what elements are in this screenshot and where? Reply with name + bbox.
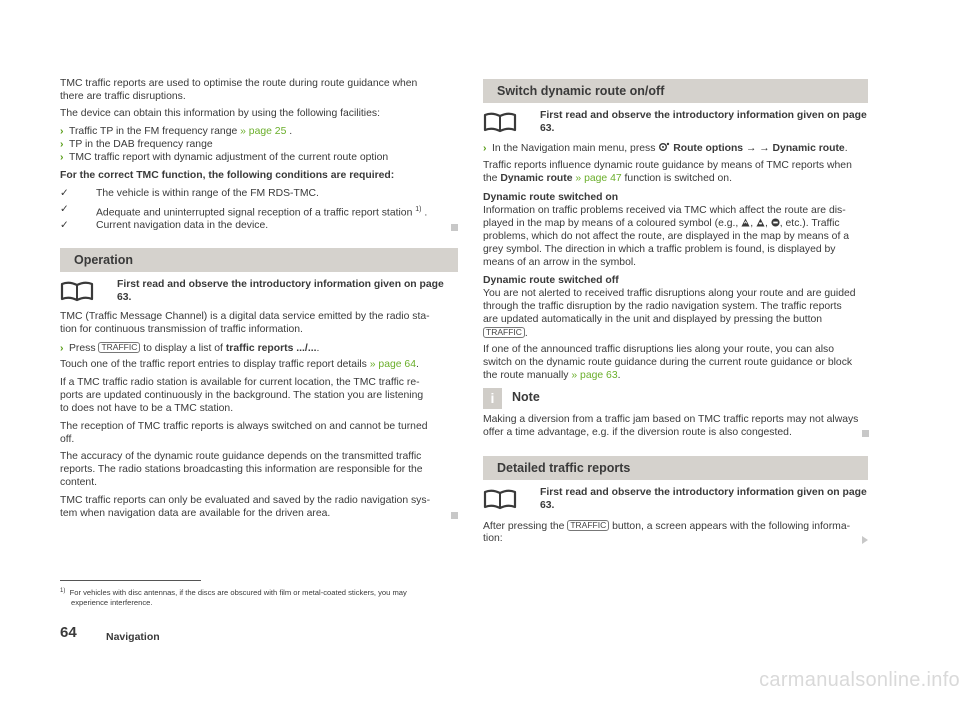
footnote-rule [60,580,201,581]
continue-arrow-icon [862,536,868,544]
dynamic-route-on-heading: Dynamic route switched on [483,192,619,203]
condition-item: ✓ Adequate and uninterrupted signal reception of a traffic report station $^{1)}$ . [60,204,428,219]
on-line-1: Information on traffic problems received via TMC which affect the route are dis- [483,205,846,216]
open-book-icon [483,488,517,510]
on-line-2: played in the map by means of a coloured symbol (e.g., , , , etc.). Traffic [483,218,840,229]
operation-p2-line-2: ports are updated continuously in the background. The station you are listening [60,390,424,401]
facilities-intro: The device can obtain this information by using the following facilities: [60,108,380,119]
page-number: 64 [60,624,77,641]
traffic-warning-triangle-icon [741,218,750,227]
operation-p2-line-3: to does not have to be a TMC station. [60,403,234,414]
operation-p4-line-3: content. [60,477,97,488]
read-first-notice: First read and observe the introductory information given on page 63. [540,487,867,511]
off-line-4: TRAFFIC . [483,327,868,341]
page-reference-link[interactable]: » page 25 [240,126,287,137]
switch-p1-line-2: the Dynamic route » page 47 function is switched on. [483,173,732,184]
conditions-heading: For the correct TMC function, the following conditions are required: [60,170,395,181]
off-line-1: You are not alerted to received traffic disruptions along your route and are guided [483,288,856,299]
off-line-3: are updated automatically in the unit and displayed by pressing the button [483,314,823,325]
operation-p3-line-1: The reception of TMC traffic reports is always switched on and cannot be turned [60,421,428,432]
switch-p2-line-3: the route manually » page 63. [483,370,621,381]
page-reference-link[interactable]: » page 64 [369,359,416,370]
bullet-arrow-icon: › [483,143,487,154]
section-heading-detailed-traffic-reports: Detailed traffic reports [483,456,868,480]
section-end-marker [451,512,458,519]
operation-p5-line-1: TMC traffic reports can only be evaluated and saved by the radio navigation sys- [60,495,431,506]
operation-p5-line-2: tem when navigation data are available for the driven area. [60,508,331,519]
checkmark-icon: ✓ [60,204,69,215]
operation-p1-line-2: tion for continuous transmission of traffic information. [60,324,303,335]
open-book-icon [60,280,94,302]
note-heading [483,388,868,412]
read-first-notice: First read and observe the introductory information given on page 63. [117,279,444,303]
footnote-marker[interactable]: 1) [415,206,422,213]
note-line-1: Making a diversion from a traffic jam based on TMC traffic reports may not always [483,414,859,425]
traffic-button[interactable]: TRAFFIC [483,327,525,338]
dynamic-route-label[interactable]: Dynamic route [772,143,845,154]
operation-p2-line-1: If a TMC traffic radio station is available for current location, the TMC traffic re- [60,377,420,388]
settings-gear-icon[interactable] [658,142,670,152]
site-watermark[interactable]: carmanualsonline.info [759,669,960,691]
operation-p4-line-1: The accuracy of the dynamic route guidance depends on the transmitted traffic [60,451,422,462]
facility-item-tmc: › TMC traffic report with dynamic adjustment of the current route option [60,152,389,163]
on-line-3: problems, which do not affect the route, are displayed in the map by means of a [483,231,850,242]
on-line-5: means of an arrow in the symbol. [483,257,637,268]
switch-p2-line-1: If one of the announced traffic disruptions lies along your route, you can also [483,344,835,355]
note-line-2: offer a time advantage, e.g. if the diversion route is also congested. [483,427,792,438]
footer-section-name: Navigation [106,631,160,643]
press-traffic-step: › Press TRAFFIC to display a list of traffic reports .../.... [60,342,320,354]
traffic-button[interactable]: TRAFFIC [98,342,140,353]
checkmark-icon: ✓ [60,220,69,231]
operation-p4-line-2: reports. The radio stations broadcasting this information are responsible for the [60,464,423,475]
open-book-icon [483,111,517,133]
condition-item: ✓ Current navigation data in the device. [60,220,269,231]
detailed-line-1: After pressing the TRAFFIC button, a screen appears with the following informa- [483,520,851,532]
bullet-arrow-icon: › [60,139,64,150]
dynamic-route-off-heading: Dynamic route switched off [483,275,619,286]
section-heading-operation: Operation [60,248,458,272]
operation-p1-line-1: TMC (Traffic Message Channel) is a digital data service emitted by the radio sta- [60,311,430,322]
info-icon: i [483,388,502,409]
bullet-arrow-icon: › [60,152,64,163]
bullet-arrow-icon: › [60,126,64,137]
section-heading-switch-dynamic-route: Switch dynamic route on/off [483,79,868,103]
footnote: $^{1)}$ For vehicles with disc antennas, if the discs are obscured with film or metal-coated stickers, you may experience interference. [60,588,407,607]
route-options-label[interactable]: Route options [670,143,744,154]
page-reference-link[interactable]: » page 63 [571,370,618,381]
checkmark-icon: ✓ [60,188,69,199]
read-first-notice: First read and observe the introductory information given on page 63. [540,110,867,134]
off-line-2: through the traffic disruption by the radio navigation system. The traffic reports [483,301,842,312]
section-end-marker [862,430,869,437]
operation-p3-line-2: off. [60,434,75,445]
note-label: Note [512,390,540,404]
detailed-line-2: tion: [483,533,503,544]
intro-line-1: TMC traffic reports are used to optimise the route during route guidance when [60,78,418,89]
bullet-arrow-icon: › [60,343,64,354]
facility-item-dab: › TP in the DAB frequency range [60,139,213,150]
footnote-marker: 1) [60,588,66,594]
roadworks-triangle-icon [756,218,765,227]
traffic-jam-circle-icon [771,218,780,227]
switch-p1-line-1: Traffic reports influence dynamic route guidance by means of TMC reports when [483,160,852,171]
on-line-4: grey symbol. The direction in which a traffic problem is found, is displayed by [483,244,836,255]
intro-line-2: there are traffic disruptions. [60,91,186,102]
facility-item-fm: › Traffic TP in the FM frequency range » page 25 . [60,126,293,137]
page-reference-link[interactable]: » page 47 [572,173,622,184]
section-end-marker [451,224,458,231]
traffic-button[interactable]: TRAFFIC [567,520,609,531]
navigation-menu-step: › In the Navigation main menu, press Route options → → Dynamic route. [483,143,848,154]
switch-p2-line-2: switch on the dynamic route guidance during the current route guidance or block [483,357,853,368]
touch-entry-text: Touch one of the traffic report entries to display traffic report details » page 64. [60,359,419,370]
condition-item: ✓ The vehicle is within range of the FM RDS-TMC. [60,188,319,199]
